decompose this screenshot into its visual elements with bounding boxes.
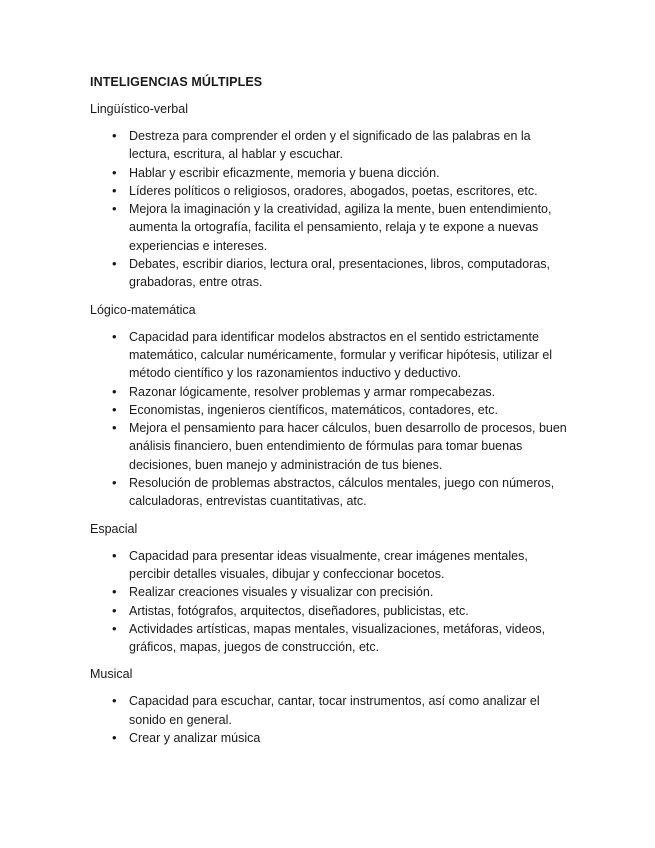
document-page: [90, 73, 570, 756]
list-item: • Crear y analizar música: [90, 729, 570, 747]
list-item: • Realizar creaciones visuales y visualizar con precisión.: [90, 583, 570, 601]
list-item: • Mejora la imaginación y la creatividad, agiliza la mente, buen entendimiento, aumenta la ortografía, facilita el pensamiento, relaja y te expone a nuevas experiencias e intereses.: [90, 200, 570, 255]
bullet-list: [90, 547, 570, 657]
list-item: • Economistas, ingenieros científicos, matemáticos, contadores, etc.: [90, 401, 570, 419]
list-item: • Artistas, fotógrafos, arquitectos, diseñadores, publicistas, etc.: [90, 602, 570, 620]
list-item: • Destreza para comprender el orden y el significado de las palabras en la lectura, escritura, al hablar y escuchar.: [90, 127, 570, 164]
section-espacial: [90, 520, 570, 657]
section-heading: Lingüístico-verbal: [90, 102, 188, 116]
list-item: • Líderes políticos o religiosos, oradores, abogados, poetas, escritores, etc.: [90, 182, 570, 200]
list-item: • Capacidad para presentar ideas visualmente, crear imágenes mentales, percibir detalles visuales, dibujar y confeccionar bocetos.: [90, 547, 570, 584]
bullet-list: [90, 127, 570, 292]
document-title: INTELIGENCIAS MÚLTIPLES: [90, 75, 263, 89]
section-heading: Musical: [90, 667, 133, 682]
section-linguistico-verbal: [90, 100, 570, 292]
section-logico-matematica: [90, 301, 570, 511]
list-item: • Razonar lógicamente, resolver problemas y armar rompecabezas.: [90, 383, 570, 401]
list-item: • Debates, escribir diarios, lectura oral, presentaciones, libros, computadoras, grabadoras, entre otras.: [90, 255, 570, 292]
list-item: • Capacidad para escuchar, cantar, tocar instrumentos, así como analizar el sonido en general.: [90, 692, 570, 729]
section-heading: Espacial: [90, 521, 138, 536]
bullet-list: [90, 692, 570, 747]
list-item: • Hablar y escribir eficazmente, memoria y buena dicción.: [90, 164, 570, 182]
list-item: • Resolución de problemas abstractos, cálculos mentales, juego con números, calculadoras, entrevistas cuantitativas, atc.: [90, 474, 570, 511]
bullet-list: [90, 328, 570, 511]
section-heading: Lógico-matemática: [90, 302, 196, 317]
list-item: • Actividades artísticas, mapas mentales, visualizaciones, metáforas, videos, gráficos, mapas, juegos de construcción, etc.: [90, 620, 570, 657]
list-item: • Mejora el pensamiento para hacer cálculos, buen desarrollo de procesos, buen análisis financiero, buen entendimiento de fórmulas para tomar buenas decisiones, buen manejo y administración de tus bienes.: [90, 419, 570, 474]
list-item: • Capacidad para identificar modelos abstractos en el sentido estrictamente matemático, calcular numéricamente, formular y verificar hipótesis, utilizar el método científico y los razonamientos inductivo y deductivo.: [90, 328, 570, 383]
section-musical: [90, 665, 570, 747]
